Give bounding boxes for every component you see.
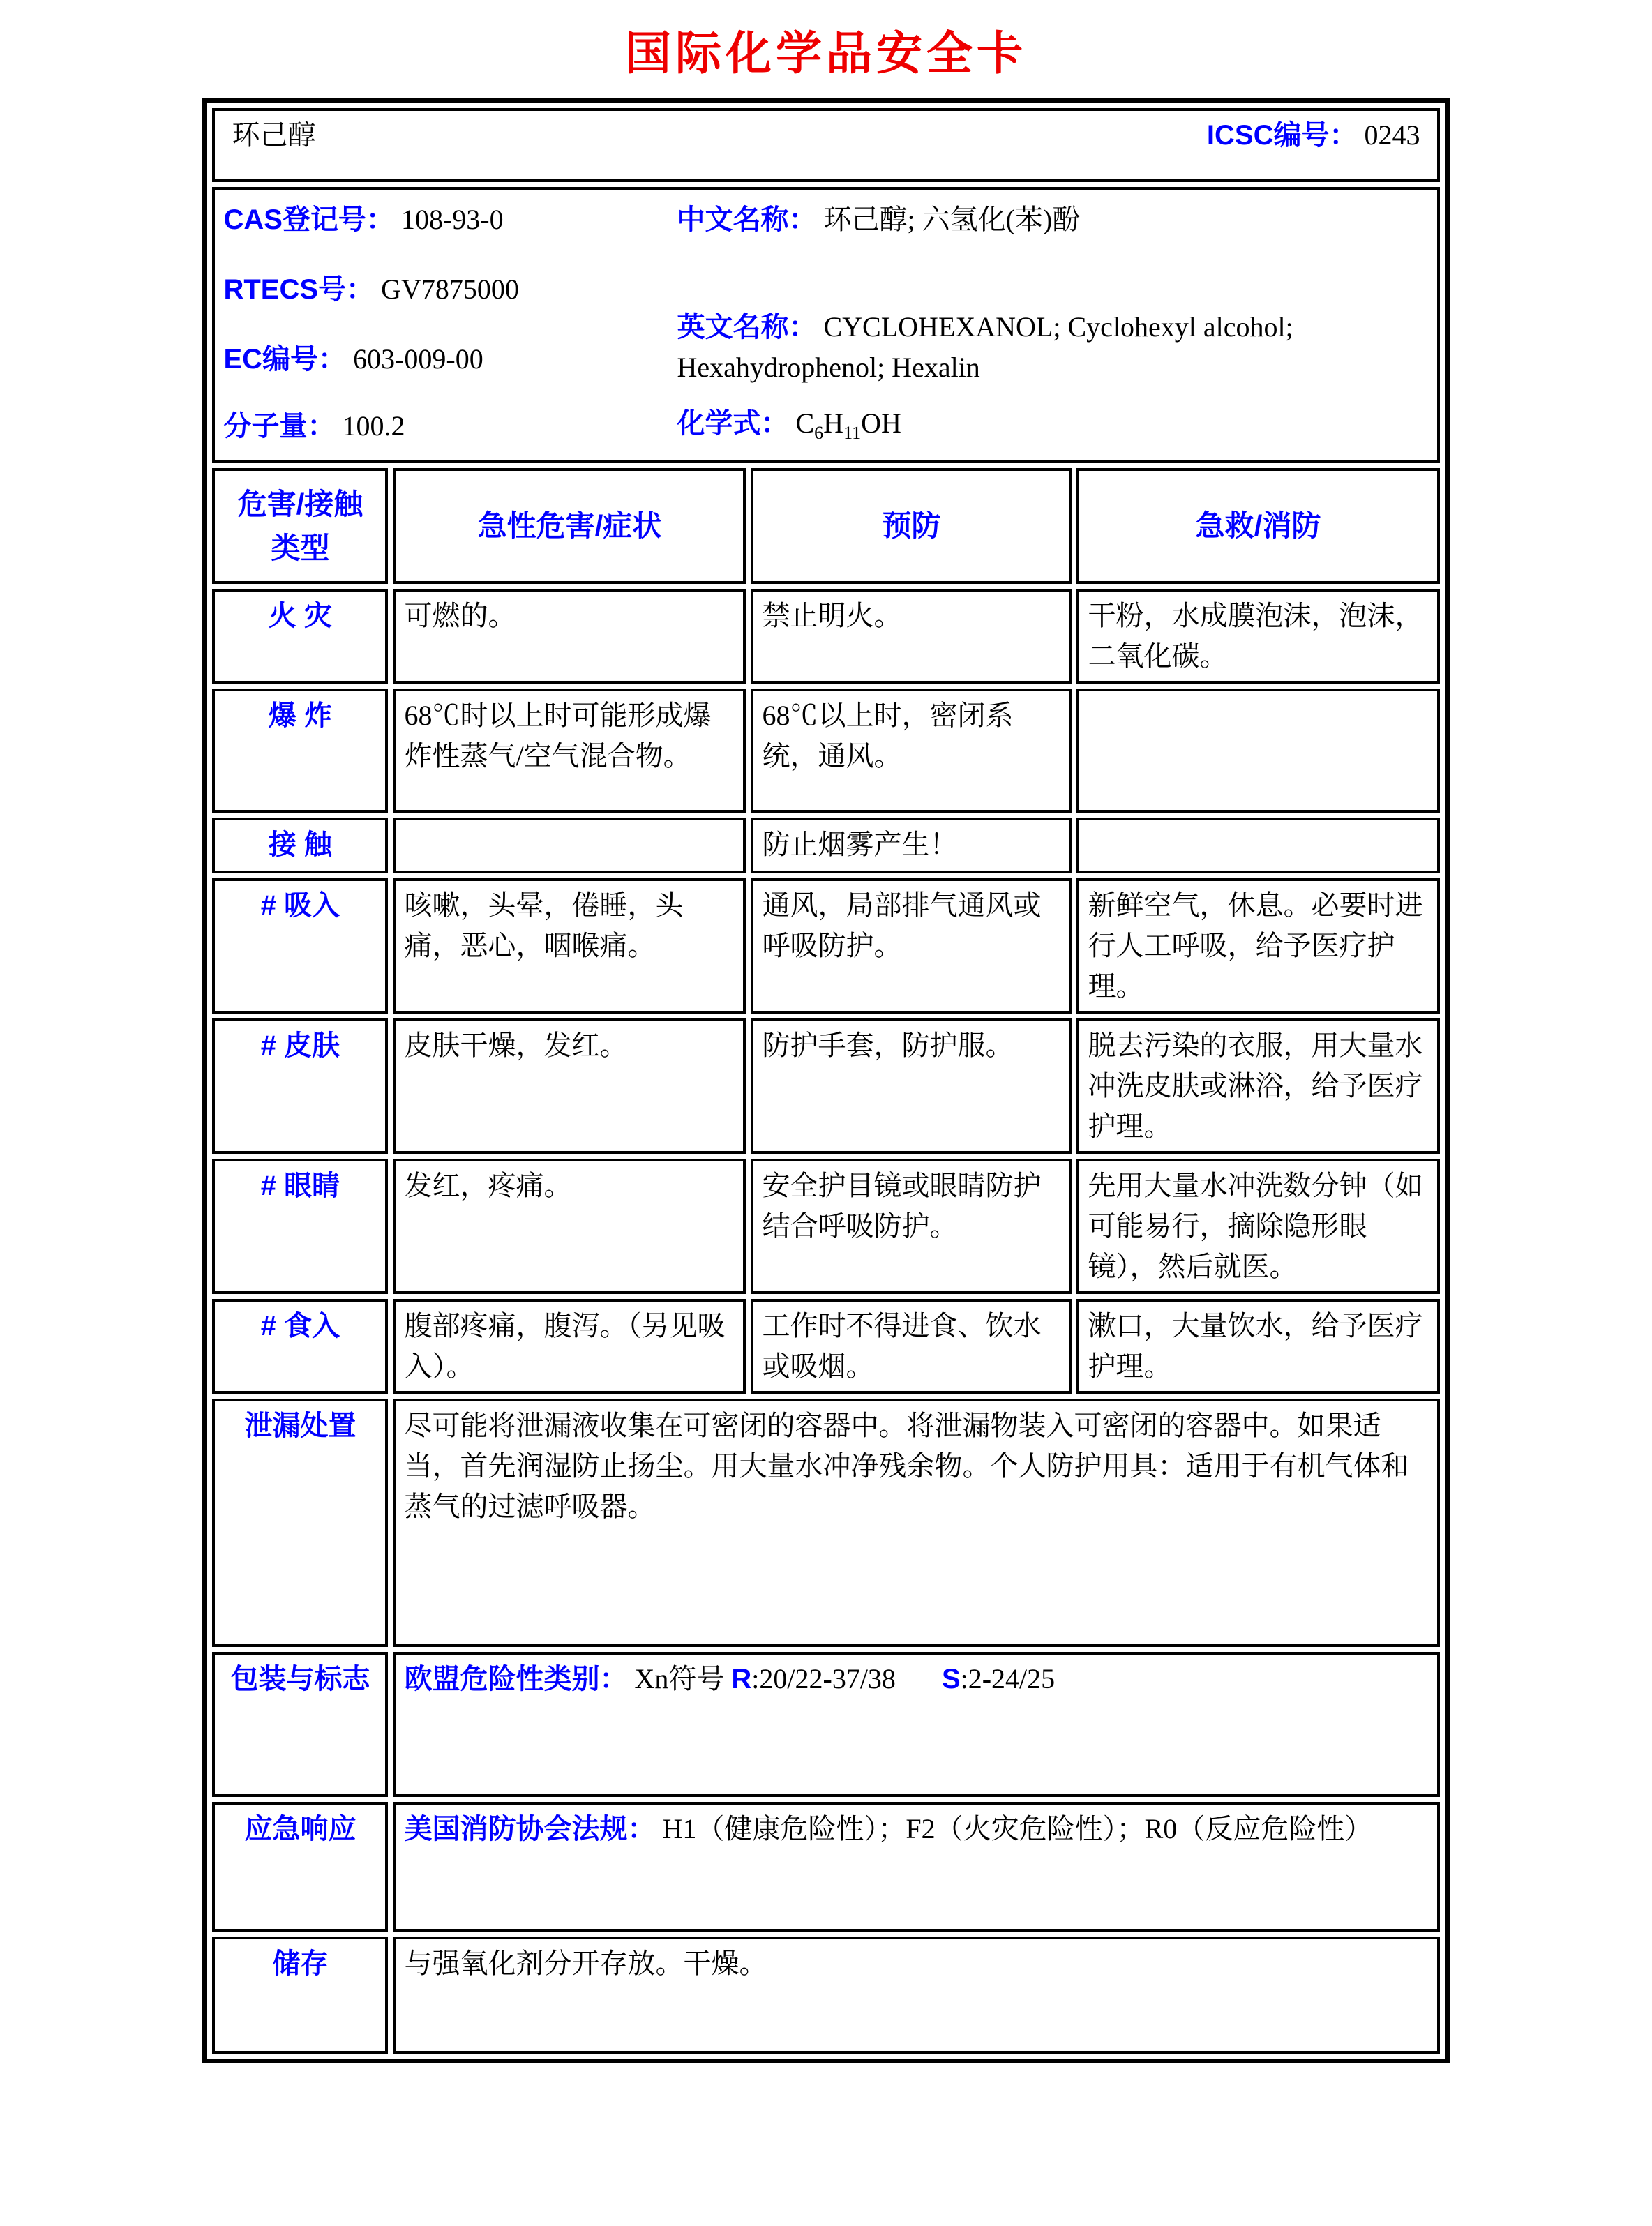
hazard-row-fire (212, 589, 1439, 684)
ec-value: 603-009-00 (353, 343, 483, 375)
eu-hazard-symbol: Xn符号 (634, 1662, 725, 1694)
hazard-row-skin (212, 1018, 1439, 1154)
rtecs-number-line (223, 269, 656, 310)
hazard-table-header-row (212, 468, 1439, 584)
cas-value: 108-93-0 (400, 203, 504, 235)
skin-label: # 皮肤 (212, 1018, 388, 1154)
molecular-weight-label: 分子量： (223, 410, 336, 442)
ingestion-response: 漱口，大量饮水，给予医疗护理。 (1076, 1299, 1439, 1394)
ec-label: EC编号： (223, 343, 347, 375)
header-hazard-type: 危害/接触类型 (212, 468, 388, 584)
fire-symptoms: 可燃的。 (393, 589, 746, 684)
storage-content: 与强氧化剂分开存放。干燥。 (393, 1937, 1439, 2054)
formula-value: $C_6H_{11}OH$ (795, 407, 901, 443)
packaging-content (393, 1652, 1439, 1797)
substance-header-cell (212, 108, 1439, 182)
hazard-row-inhalation (212, 878, 1439, 1014)
fire-label: 火 灾 (212, 589, 388, 684)
chinese-name-line (677, 200, 1428, 240)
cas-label: CAS登记号： (223, 204, 394, 235)
inhalation-prevention: 通风，局部排气通风或呼吸防护。 (751, 878, 1072, 1014)
formula-label: 化学式： (677, 407, 789, 439)
eyes-prevention: 安全护目镜或眼睛防护结合呼吸防护。 (751, 1159, 1072, 1294)
ingestion-symptoms: 腹部疼痛，腹泻。（另见吸入）。 (393, 1299, 746, 1394)
english-name-value: CYCLOHEXANOL; Cyclohexyl alcohol; Hexahydrophenol; Hexalin (677, 310, 1293, 383)
identification-cell (212, 187, 1439, 463)
substance-header-row (212, 108, 1439, 182)
contact-response (1076, 818, 1439, 873)
formula-line (677, 403, 1428, 446)
inhalation-response: 新鲜空气，休息。必要时进行人工呼吸，给予医疗护理。 (1076, 878, 1439, 1014)
explosion-response (1076, 689, 1439, 813)
hazard-row-eyes (212, 1159, 1439, 1294)
chinese-name-value: 环己醇; 六氢化(苯)酚 (823, 203, 1081, 235)
s-phrase-label: S (941, 1663, 961, 1694)
nfpa-label: 美国消防协会法规： (404, 1813, 656, 1844)
spill-disposal-label: 泄漏处置 (212, 1399, 388, 1647)
header-symptoms: 急性危害/症状 (393, 468, 746, 584)
identification-row (212, 187, 1439, 463)
emergency-response-label: 应急响应 (212, 1802, 388, 1932)
inhalation-label: # 吸入 (212, 878, 388, 1014)
packaging-labelling-row (212, 1652, 1439, 1797)
header-response: 急救/消防 (1076, 468, 1439, 584)
hazard-row-explosion (212, 689, 1439, 813)
ingestion-prevention: 工作时不得进食、饮水或吸烟。 (751, 1299, 1072, 1394)
eyes-response: 先用大量水冲洗数分钟（如可能易行，摘除隐形眼镜），然后就医。 (1076, 1159, 1439, 1294)
molecular-weight-line (223, 406, 656, 446)
nfpa-value: H1（健康危险性）；F2（火灾危险性）；R0（反应危险性） (662, 1812, 1373, 1844)
contact-prevention: 防止烟雾产生！ (751, 818, 1072, 873)
english-name-label: 英文名称： (677, 311, 817, 343)
identification-left-column (223, 194, 656, 456)
chinese-name-label: 中文名称： (677, 204, 817, 235)
rtecs-label: RTECS号： (223, 273, 375, 305)
molecular-weight-value: 100.2 (342, 409, 405, 442)
skin-response: 脱去污染的衣服，用大量水冲洗皮肤或淋浴，给予医疗护理。 (1076, 1018, 1439, 1154)
explosion-symptoms: 68℃时以上时可能形成爆炸性蒸气/空气混合物。 (393, 689, 746, 813)
identification-right-column (677, 194, 1428, 456)
s-phrase-value: :2-24/25 (960, 1662, 1056, 1694)
fire-response: 干粉，水成膜泡沫，泡沫，二氧化碳。 (1076, 589, 1439, 684)
english-name-line (677, 307, 1428, 388)
icsc-number: 0243 (1364, 119, 1420, 151)
eyes-label: # 眼睛 (212, 1159, 388, 1294)
packaging-label: 包装与标志 (212, 1652, 388, 1797)
eyes-symptoms: 发红，疼痛。 (393, 1159, 746, 1294)
header-prevention: 预防 (751, 468, 1072, 584)
fire-prevention: 禁止明火。 (751, 589, 1072, 684)
explosion-label: 爆 炸 (212, 689, 388, 813)
substance-name: 环己醇 (232, 119, 316, 151)
hazard-row-contact (212, 818, 1439, 873)
safety-card-table (202, 98, 1449, 2063)
hazard-row-ingestion (212, 1299, 1439, 1394)
eu-hazard-class-label: 欧盟危险性类别： (404, 1663, 628, 1694)
icsc-label: ICSC编号： (1206, 119, 1358, 151)
emergency-response-content (393, 1802, 1439, 1932)
r-phrase-label: R (731, 1663, 752, 1694)
emergency-response-row (212, 1802, 1439, 1932)
ec-number-line (223, 339, 656, 379)
r-phrase-value: :20/22-37/38 (751, 1662, 896, 1694)
page-title: 国际化学品安全卡 (625, 27, 1027, 79)
contact-symptoms (393, 818, 746, 873)
inhalation-symptoms: 咳嗽，头晕，倦睡，头痛，恶心，咽喉痛。 (393, 878, 746, 1014)
icsc-number-group (1207, 115, 1420, 156)
skin-symptoms: 皮肤干燥，发红。 (393, 1018, 746, 1154)
explosion-prevention: 68℃以上时，密闭系统，通风。 (751, 689, 1072, 813)
cas-number-line (223, 200, 656, 240)
contact-label: 接 触 (212, 818, 388, 873)
storage-label: 储存 (212, 1937, 388, 2054)
rtecs-value: GV7875000 (381, 273, 519, 305)
skin-prevention: 防护手套，防护服。 (751, 1018, 1072, 1154)
spill-disposal-row (212, 1399, 1439, 1647)
ingestion-label: # 食入 (212, 1299, 388, 1394)
spill-disposal-content: 尽可能将泄漏液收集在可密闭的容器中。将泄漏物装入可密闭的容器中。如果适当，首先润湿防止扬尘。用大量水冲净残余物。个人防护用具：适用于有机气体和蒸气的过滤呼吸器。 (393, 1399, 1439, 1647)
storage-row (212, 1937, 1439, 2054)
